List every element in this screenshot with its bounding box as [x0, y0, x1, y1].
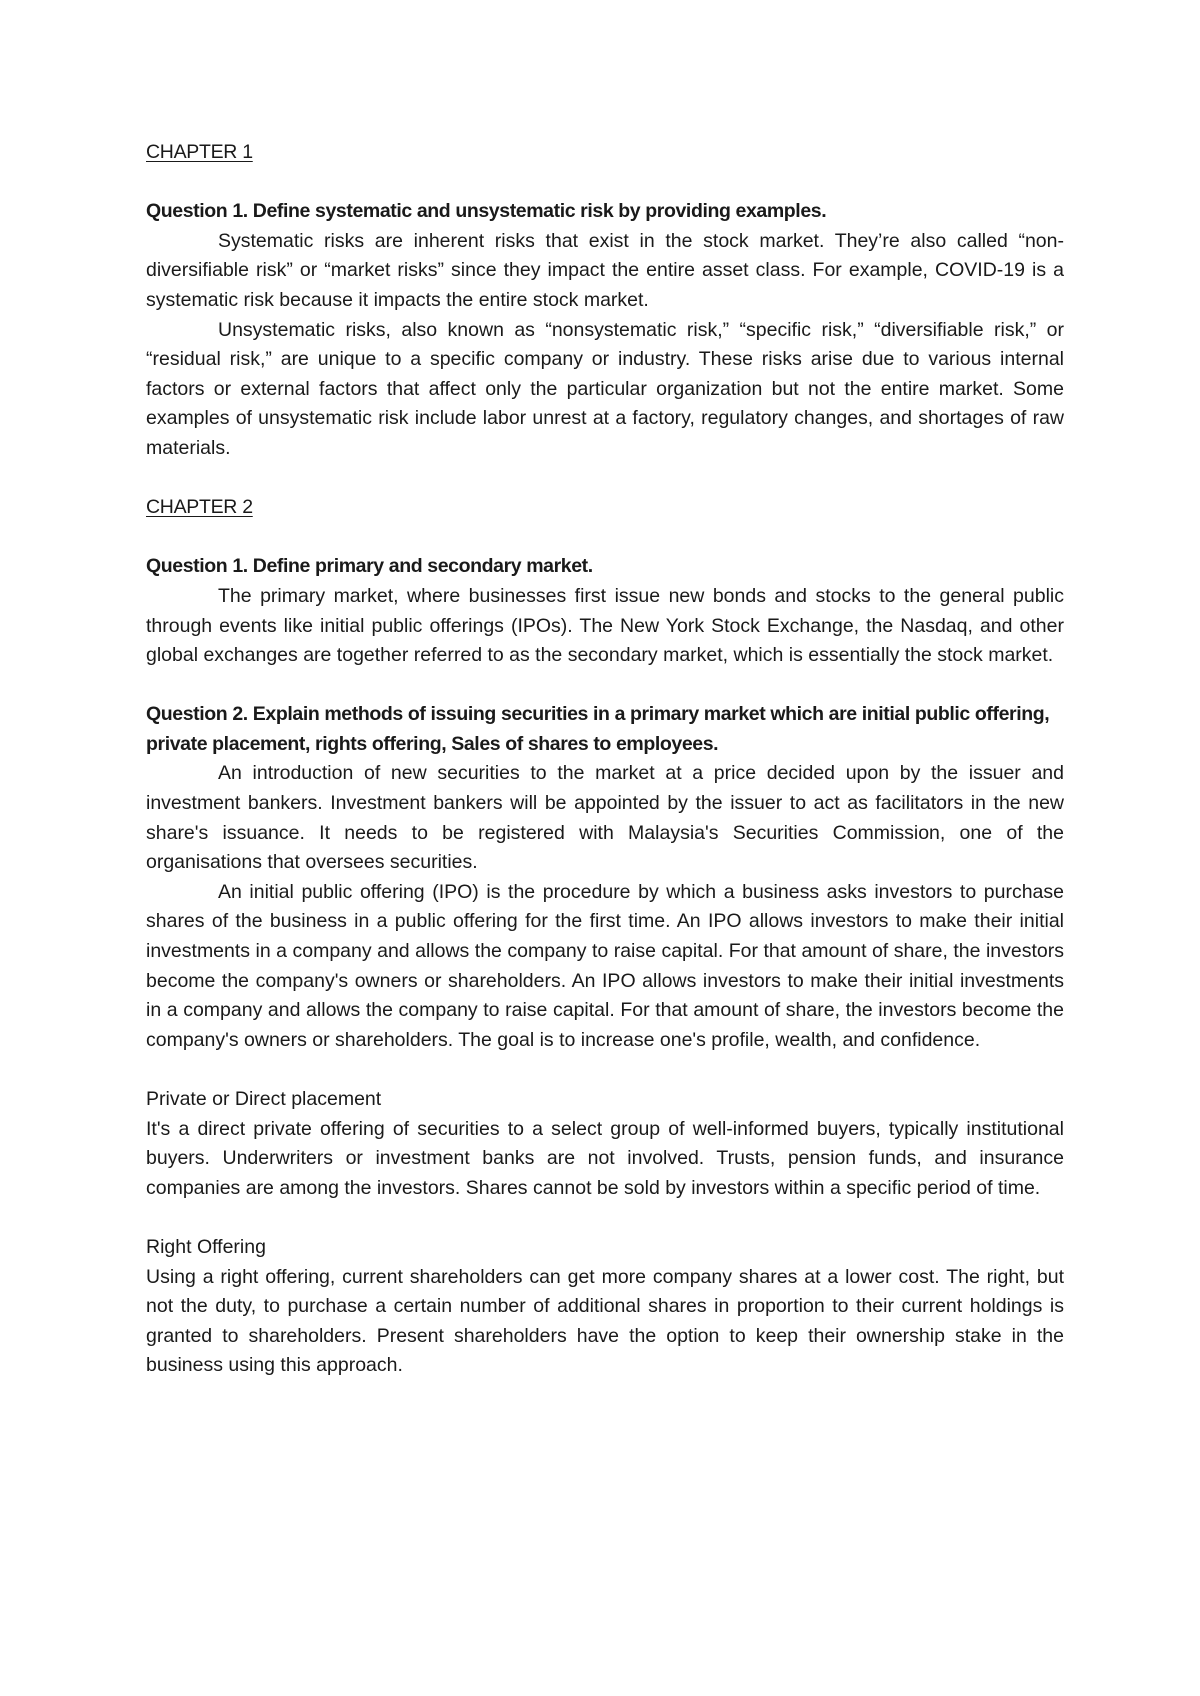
right-offering-subheading: Right Offering	[146, 1235, 266, 1258]
chapter-1-title: CHAPTER 1	[146, 141, 253, 163]
spacer	[146, 168, 1064, 198]
spacer	[146, 671, 1064, 701]
chapter-1-question-1-paragraph: Systematic risks are inherent risks that exist in the stock market. They’re also called “non-diversifiable risk” or “market risks” since they impact the entire asset class. For example, COVID-19 is a systematic risk because it impacts the entire stock market.	[146, 229, 1064, 311]
chapter-2-question-2-heading: Question 2. Explain methods of issuing securities in a primary market which are initial public offering, private placement, rights offering, Sales of shares to employees.	[146, 703, 1050, 755]
chapter-2-question-2-paragraph: An initial public offering (IPO) is the procedure by which a business asks investors to purchase shares of the business in a public offering for the first time. An IPO allows investors to make their initial investments in a company and allows the company to raise capital. For that amount of share, the investors become the company's owners or shareholders. An IPO allows investors to make their initial investments in a company and allows the company to raise capital. For that amount of share, the investors become the company's owners or shareholders. The goal is to increase one's profile, wealth, and confidence.	[146, 880, 1064, 1051]
spacer	[146, 1203, 1064, 1233]
right-offering-paragraph: Using a right offering, current shareholders can get more company shares at a lower cost. The right, but not the duty, to purchase a certain number of additional shares in proportion to their current holdings is granted to shareholders. Present shareholders have the option to keep their ownership stake in the business using this approach.	[146, 1265, 1064, 1377]
chapter-2-question-2-paragraph: An introduction of new securities to the market at a price decided upon by the issuer and investment bankers. Investment bankers will be appointed by the issuer to act as facilitators in the new share's issuance. It needs to be registered with Malaysia's Securities Commission, one of the organisations that oversees securities.	[146, 762, 1064, 874]
chapter-2-question-1-heading: Question 1. Define primary and secondary market.	[146, 555, 593, 578]
private-placement-subheading: Private or Direct placement	[146, 1088, 382, 1110]
chapter-1-question-1-paragraph: Unsystematic risks, also known as “nonsystematic risk,” “specific risk,” “diversifiable risk,” or “residual risk,” are unique to a specific company or industry. These risks arise due to various internal factors or external factors that affect only the particular organization but not the entire market. Some examples of unsystematic risk include labor unrest at a factory, regulatory changes, and shortages of raw materials.	[146, 318, 1064, 459]
spacer	[146, 1055, 1064, 1085]
spacer	[146, 464, 1064, 494]
chapter-2-question-1-paragraph: The primary market, where businesses first issue new bonds and stocks to the general public through events like initial public offerings (IPOs). The New York Stock Exchange, the Nasdaq, and other global exchanges are together referred to as the secondary market, which is essentially the stock market.	[146, 584, 1064, 667]
chapter-2-title: CHAPTER 2	[146, 496, 253, 519]
chapter-1-question-1-heading: Question 1. Define systematic and unsystematic risk by providing examples.	[146, 200, 827, 223]
document-page	[146, 138, 1064, 1381]
private-placement-paragraph: It's a direct private offering of securities to a select group of well-informed buyers, typically institutional buyers. Underwriters or investment banks are not involved. Trusts, pension funds, and insurance companies are among the investors. Shares cannot be sold by investors within a specific period of time.	[146, 1117, 1064, 1199]
spacer	[146, 523, 1064, 553]
